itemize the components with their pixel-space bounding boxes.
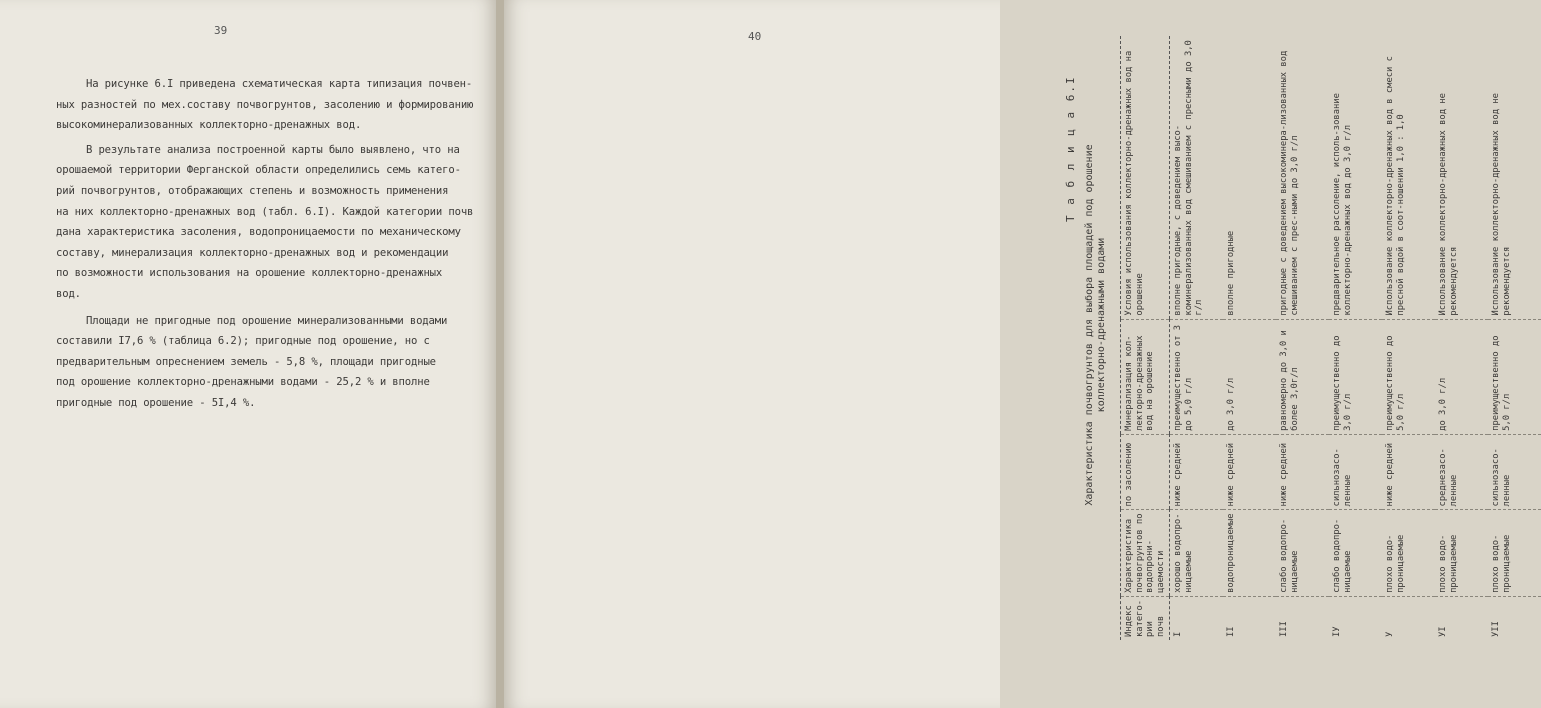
table-row: [1276, 36, 1329, 640]
table-cell: ниже средней: [1382, 434, 1435, 510]
text-line: под орошение коллекторно-дренажными водами - 25,2 % и вполне: [56, 376, 430, 389]
book-gutter: [496, 0, 504, 708]
table-row: [1223, 36, 1276, 640]
left-page: [0, 0, 496, 708]
table-cell: преимущественно до 5,0 г/л: [1488, 319, 1541, 434]
table-cell: Использование коллекторно-дренажных вод не рекомендуется: [1435, 36, 1488, 319]
text-line: Площади не пригодные под орошение минерализованными водами: [86, 314, 448, 327]
table-cell: слабо водопро-ницаемые: [1329, 510, 1382, 596]
table-cell: УII: [1491, 621, 1501, 637]
text-line: составили I7,6 % (таблица 6.2); пригодные под орошение, но с: [56, 335, 430, 348]
table-cell: слабо водопро-ницаемые: [1276, 510, 1329, 596]
text-line: по возможности использования на орошение коллекторно-дренажных: [56, 267, 443, 280]
table-row: [1329, 36, 1382, 640]
table-cell: плохо водо-проницаемые: [1488, 510, 1541, 596]
table-header: Условия использования коллекторно-дренажных вод на орошение: [1121, 36, 1170, 319]
table-cell: равномерно до 3,0 и более 3,0г/л: [1276, 319, 1329, 434]
table-cell: II: [1226, 626, 1236, 637]
table-cell: Использование коллекторно-дренажных вод в смеси с пресной водой в соот-ношении 1,0 : 1,0: [1382, 36, 1435, 319]
table-header: Индекс катего-рии почв: [1121, 596, 1170, 640]
table-cell: до 3,0 г/л: [1223, 319, 1276, 434]
table-cell: предварительное рассоление, исполь-зование коллекторно-дренажных вод до 3,0 г/л: [1329, 36, 1382, 319]
table-title: Характеристика почвогрунтов для выбора площадей под орошение коллекторно-дренажными водами: [1084, 144, 1107, 506]
table-cell: III: [1279, 621, 1289, 637]
soil-table: [1120, 36, 1541, 640]
table-row: [1488, 36, 1541, 640]
table-cell: ниже средней: [1276, 434, 1329, 510]
text-line: составу, минерализация коллекторно-дренажных вод и рекомендации: [56, 246, 449, 259]
left-page-text: [56, 74, 486, 414]
text-line: вод.: [56, 287, 81, 300]
table-header: Характеристика почвогрунтов по водопрони-цаемости: [1121, 510, 1170, 596]
text-line: высокоминерализованных коллекторно-дренажных вод.: [56, 119, 362, 132]
text-line: ных разностей по мех.составу почвогрунтов, засолению и формированию: [56, 98, 474, 111]
table-cell: среднезасо-ленные: [1435, 434, 1488, 510]
text-line: рий почвогрунтов, отображающих степень и возможность применения: [56, 184, 449, 197]
table-cell: до 3,0 г/л: [1435, 319, 1488, 434]
table-cell: сильнозасо-ленные: [1329, 434, 1382, 510]
table-cell: вполне пригодные, с доведением высо-коминерализованных вод смешиванием с пресными до 3,0 г/л: [1170, 36, 1224, 319]
table-cell: преимущественно до 3,0 г/л: [1329, 319, 1382, 434]
table-cell: сильнозасо-ленные: [1488, 434, 1541, 510]
table-cell: преимущественно от 3 до 5,0 г/л: [1170, 319, 1224, 434]
table-header: по засолению: [1121, 434, 1170, 510]
text-line: дана характеристика засоления, водопроницаемости по механическому: [56, 226, 461, 239]
text-line: орошаемой территории Ферганской области определились семь катего-: [56, 164, 461, 177]
table-row: [1435, 36, 1488, 640]
text-line: На рисунке 6.I приведена схематическая карта типизация почвен-: [86, 78, 473, 90]
table-cell: УI: [1438, 626, 1448, 637]
page-number-right: 40: [748, 30, 762, 43]
table-row: [1382, 36, 1435, 640]
table-cell: У: [1385, 631, 1395, 637]
table-header: Минерализация кол-лекторно-дренажных вод на орошение: [1121, 319, 1170, 434]
table-cell: плохо водо-проницаемые: [1382, 510, 1435, 596]
table-cell: I: [1173, 631, 1183, 637]
table-cell: преимущественно до 5,0 г/л: [1382, 319, 1435, 434]
table-cell: ниже средней: [1223, 434, 1276, 510]
table-cell: пригодные с доведением высокоминера-лизованных вод смешиванием с прес-ными до 3,0 г/л: [1276, 36, 1329, 319]
text-line: на них коллекторно-дренажных вод (табл. 6.I). Каждой категории почв: [56, 205, 474, 218]
table-cell: водопроницаемые: [1223, 510, 1276, 596]
text-line: предварительным опреснением земель - 5,8 %, площади пригодные: [56, 355, 436, 368]
text-line: пригодные под орошение - 5I,4 %.: [56, 396, 256, 409]
table-cell: Использование коллекторно-дренажных вод не рекомендуется: [1488, 36, 1541, 319]
table-cell: хорошо водопро-ницаемые: [1170, 510, 1224, 596]
table-cell: вполне пригодные: [1223, 36, 1276, 319]
table-caption: Т а б л и ц а 6.I: [1064, 75, 1077, 222]
page-number-left: 39: [214, 24, 228, 37]
text-line: В результате анализа построенной карты было выявлено, что на: [86, 143, 460, 156]
table-cell: ниже средней: [1170, 434, 1224, 510]
table-row: [1170, 36, 1224, 640]
right-page: [504, 0, 1512, 708]
rotated-table-block: [1064, 36, 1512, 640]
table-cell: плохо водо-проницаемые: [1435, 510, 1488, 596]
table-cell: IУ: [1332, 626, 1342, 637]
